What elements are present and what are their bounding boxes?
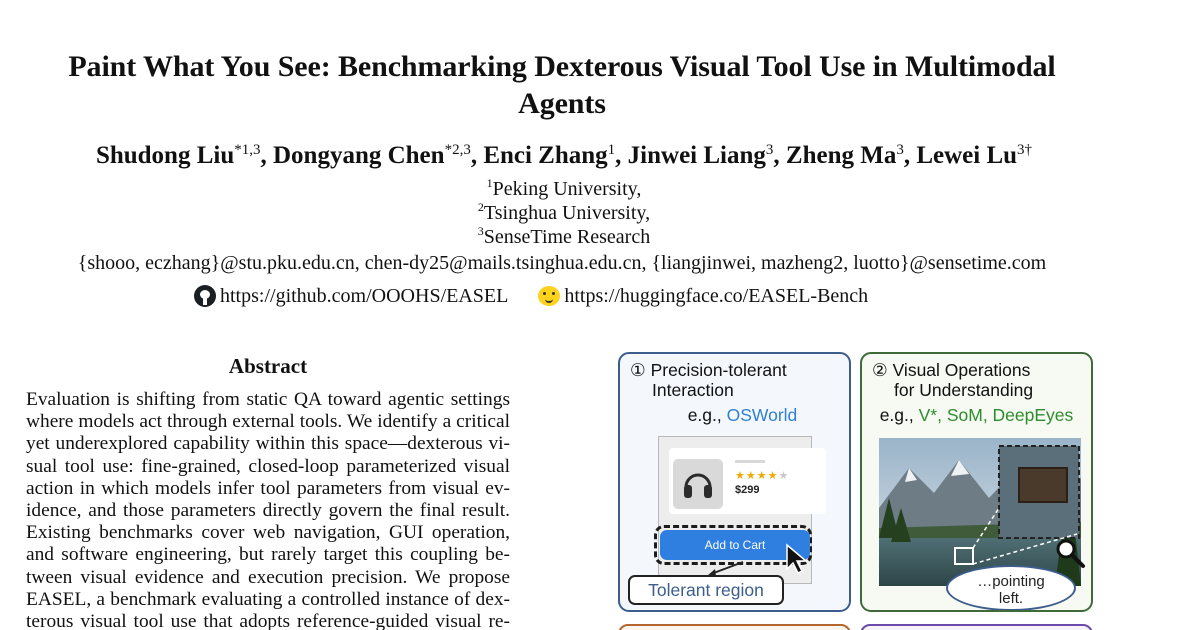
affiliation-sup: 3 (477, 224, 484, 238)
panel-title-line-2: Interaction (652, 380, 734, 400)
add-to-cart-button: Add to Cart (660, 530, 810, 560)
example-prefix: e.g., (879, 405, 919, 425)
panel-title-line-1: Precision-tolerant (650, 360, 787, 380)
headphones-icon (681, 467, 715, 501)
title-line-2: Agents (518, 87, 606, 120)
magnifier-icon (1054, 537, 1086, 569)
affiliation-name: SenseTime Research (483, 226, 651, 248)
figure-panel-3 (618, 624, 851, 630)
panel-example (862, 405, 1091, 425)
abstract-line: and software engineering, but rarely target this coupling be- (26, 544, 510, 566)
affiliation-name: Peking University, (492, 178, 642, 200)
speech-line-1: …pointing (977, 573, 1045, 590)
abstract-line: idence, and those parameters directly govern the final result. (26, 499, 510, 521)
figure-panel-visual-operations (860, 352, 1093, 612)
abstract-line: EASEL, a benchmark evaluating a controlled instance of dex- (26, 588, 510, 610)
author-name: Lewei Lu (916, 142, 1018, 169)
project-links (194, 283, 868, 309)
product-card (669, 448, 826, 514)
affiliation-sup: 2 (477, 200, 484, 214)
rating-stars: ★★★★★ (735, 470, 790, 482)
mountain-lake-photo (879, 438, 1081, 586)
title-line-1: Paint What You See: Benchmarking Dexterous Visual Tool Use in Multimodal (68, 50, 1056, 83)
panel-heading (630, 360, 787, 400)
abstract-line: action in which models infer tool parameters from visual ev- (26, 477, 510, 499)
github-link[interactable]: https://github.com/OOOHS/EASEL (220, 285, 509, 307)
example-osworld: OSWorld (726, 405, 798, 425)
paper-title (0, 48, 1124, 122)
github-icon (194, 285, 216, 307)
affiliation-2 (0, 201, 1128, 225)
affiliation-sup: 1 (486, 176, 493, 190)
author-sup: *2,3 (444, 142, 471, 158)
panel-number: ① (630, 360, 646, 380)
abstract-line: tween visual evidence and execution precision. We propose (26, 566, 510, 588)
product-price: $299 (735, 484, 760, 496)
author-name: Shudong Liu (95, 142, 235, 169)
mouse-cursor-icon (785, 543, 811, 575)
panel-title-line-2: for Understanding (894, 380, 1034, 400)
author-list: Shudong Liu$^{*1,3}$, Dongyang Chen$^{*2,3}$, Enci Zhang$^1$, Jinwei Liang$^3$, Zheng Ma$^3$, Lewei $Lu^{3\dagger}$ (95, 142, 1033, 169)
example-prefix: e.g., (687, 405, 727, 425)
speech-line-2: left. (998, 590, 1024, 607)
figure-panel-4 (860, 624, 1093, 630)
title-placeholder (735, 460, 765, 463)
affiliation-name: Tsinghua University, (483, 202, 651, 224)
abstract-line: Existing benchmarks cover web navigation, GUI operation, (26, 522, 510, 544)
abstract-line: yet underexplored capability within this space—dexterous vi- (26, 433, 510, 455)
author-emails: {shooo, eczhang}@stu.pku.edu.cn, chen-dy25@mails.tsinghua.edu.cn, {liangjinwei, mazheng2, luotto}@sensetime.com (77, 252, 1047, 274)
author-name: Dongyang Chen (272, 142, 445, 169)
author-name: Jinwei Liang (627, 142, 766, 169)
figure-panel-precision-tolerant (618, 352, 851, 612)
abstract-line: where models act through external tools. We identify a critical (26, 411, 510, 433)
abstract-body (26, 389, 510, 630)
abstract-line: Evaluation is shifting from static QA toward agentic settings (26, 389, 510, 410)
abstract-line: sual tool use: fine-grained, closed-loop parameterized visual (26, 455, 510, 477)
panel-example (628, 405, 851, 425)
panel-number: ② (872, 360, 888, 380)
huggingface-icon (538, 286, 560, 306)
author-name: Enci Zhang (483, 142, 608, 169)
author-sup: 3† (1017, 142, 1033, 158)
author-name: Zheng Ma (785, 142, 897, 169)
example-methods: V*, SoM, DeepEyes (918, 405, 1074, 425)
panel-title-line-1: Visual Operations (892, 360, 1031, 380)
affiliation-3 (0, 225, 1128, 249)
author-sup: 1 (607, 142, 616, 158)
author-sup: 3 (765, 142, 774, 158)
abstract-line: terous visual tool use that adopts reference-guided visual re- (26, 610, 510, 630)
tolerant-region-label: Tolerant region (628, 575, 784, 605)
huggingface-link[interactable]: https://huggingface.co/EASEL-Bench (564, 285, 869, 307)
panel-heading (872, 360, 1033, 400)
author-sup: *1,3 (234, 142, 261, 158)
affiliation-1 (0, 177, 1128, 201)
abstract-heading: Abstract (228, 354, 308, 378)
author-sup: 3 (896, 142, 904, 158)
speech-bubble (946, 565, 1076, 611)
